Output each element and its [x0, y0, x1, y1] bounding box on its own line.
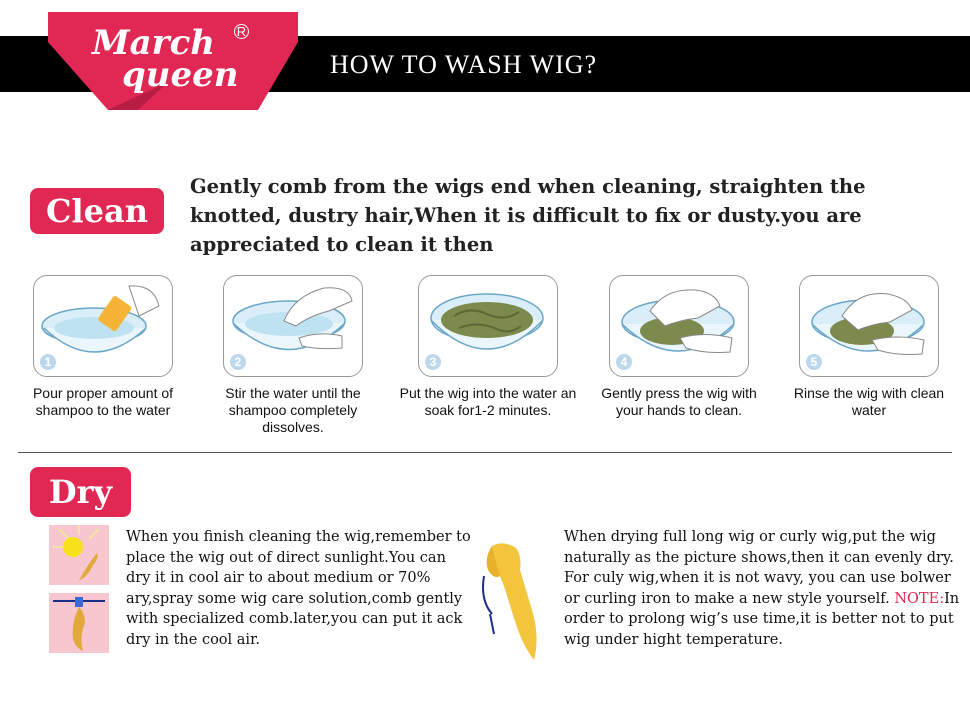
step-3-image — [418, 275, 558, 377]
dry-instructions-left: When you finish cleaning the wig,remember to place the wig out of direct sunlight.You can dry it in cool air to about medium or 70% ary,spray some wig care solution,comb gently with specialized comb.later,you can put it ack dry in the cool air. — [126, 529, 471, 648]
sun-no-dry-icon — [49, 525, 109, 585]
step-2 — [204, 275, 382, 436]
dry-right-text: When drying full long wig or curly wig,put the wig naturally as the picture shows,then it can evenly dry. For culy wig,when it is not wavy, you can use bolwer or curling iron to make a new style yourself. — [564, 529, 954, 607]
step-4-image — [609, 275, 749, 377]
logo-text-line2: queen — [122, 55, 239, 95]
step-1-image — [33, 275, 173, 377]
clean-description: Gently comb from the wigs end when cleaning, straighten the knotted, dustry hair,When it is difficult to fix or dusty.you are appreciated to clean it then — [190, 175, 866, 256]
step-5-number: 5 — [806, 354, 822, 370]
step-5 — [780, 275, 958, 419]
step-5-image — [799, 275, 939, 377]
step-1-number: 1 — [40, 354, 56, 370]
note-label: NOTE: — [894, 590, 945, 607]
step-3 — [399, 275, 577, 419]
note-text: In order to prolong wig’s use time,it is better not to put wig under hight temperature. — [564, 590, 960, 648]
logo-text-line1: March — [92, 23, 216, 63]
step-1-caption: Pour proper amount of shampoo to the water — [32, 385, 174, 418]
step-3-number: 3 — [425, 354, 441, 370]
step-2-image — [223, 275, 363, 377]
clean-section-badge: Clean — [30, 188, 164, 234]
step-4-number: 4 — [616, 354, 632, 370]
hanging-wig-icon — [49, 593, 109, 653]
section-divider — [18, 452, 952, 453]
step-2-number: 2 — [230, 354, 246, 370]
step-5-caption: Rinse the wig with clean water — [793, 385, 945, 418]
step-4 — [590, 275, 768, 419]
page-title: HOW TO WASH WIG? — [330, 50, 598, 79]
registered-mark: R — [234, 24, 249, 39]
dry-instructions-right — [564, 527, 964, 650]
step-4-caption: Gently press the wig with your hands to clean. — [601, 385, 757, 418]
long-wig-drying-icon — [470, 540, 550, 664]
dry-section-badge: Dry — [30, 467, 131, 517]
step-2-caption: Stir the water until the shampoo completely dissolves. — [225, 385, 361, 435]
step-3-caption: Put the wig into the water an soak for1-2 minutes. — [399, 385, 577, 418]
step-1 — [14, 275, 192, 419]
